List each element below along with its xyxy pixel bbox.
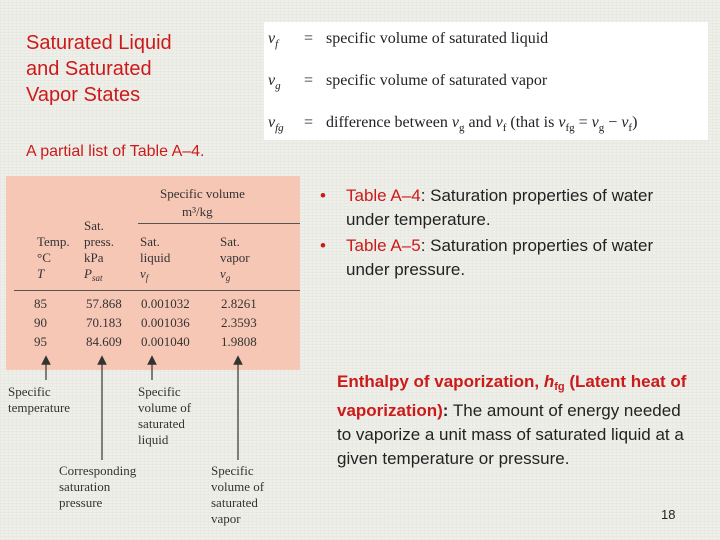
bullet-item: • Table A–4: Saturation properties of water under temperature. <box>320 186 654 229</box>
table-row: 85 57.868 0.001032 2.8261 <box>34 296 257 311</box>
table-row: 95 84.609 0.001040 1.9808 <box>34 334 257 349</box>
definitions-box <box>264 22 708 140</box>
symbol: $v_f$ <box>268 30 279 50</box>
symbol: $v_g$ <box>268 72 281 92</box>
callout-specific-volume-vapor: Specific volume of saturated vapor <box>211 463 265 526</box>
definition-vg: $v_g$ = specific volume of saturated vapor <box>268 68 547 94</box>
definition-vf: $v_f$ = specific volume of saturated liquid <box>268 26 548 52</box>
definition-text: specific volume of saturated liquid <box>326 30 549 47</box>
table-row: 90 70.183 0.001036 2.3593 <box>34 315 257 330</box>
symbol: $v_{fg}$ <box>268 114 284 134</box>
title-line: and Saturated <box>26 58 152 80</box>
title-line: Saturated Liquid <box>26 32 172 54</box>
callout-saturation-pressure: Corresponding saturation pressure <box>59 463 137 510</box>
table-a4-excerpt <box>4 176 300 540</box>
group-unit: m³/kg <box>182 204 213 219</box>
bullet-item: • Table A–5: Saturation properties of water under pressure. <box>320 236 654 279</box>
group-header: Specific volume <box>160 186 245 201</box>
definition-text: specific volume of saturated vapor <box>326 72 548 89</box>
bullet-list <box>314 184 694 284</box>
slide-title <box>26 30 246 108</box>
definition-vfg: $v_{fg}$ = difference between $v_g$ and $v_f$ (that is $v_{fg} = v_g - v_f$) <box>268 110 637 136</box>
definition-formula: $v_g$ and $v_f$ (that is $v_{fg} = v_g - v_f$) <box>451 114 638 134</box>
col4-header: Sat. vapor $v_g$ <box>220 234 250 283</box>
enthalpy-definition: Enthalpy of vaporization, hfg (Latent heat of vaporization): The amount of energy needed to vaporize a unit mass of saturated liquid at a given temperature or pressure. <box>337 372 687 468</box>
col1-header: Temp. °C T <box>37 234 70 281</box>
definition-text: difference between <box>326 114 448 131</box>
col3-header: Sat. liquid $v_f$ <box>140 234 171 283</box>
page-number: 18 <box>661 507 676 522</box>
table-caption: A partial list of Table A–4. <box>26 143 205 160</box>
title-line: Vapor States <box>26 84 141 106</box>
col2-header: Sat. press. kPa $P_{sat}$ <box>84 218 114 283</box>
callout-specific-temperature: Specific temperature <box>8 384 71 415</box>
callout-specific-volume-liquid: Specific volume of saturated liquid <box>138 384 192 447</box>
